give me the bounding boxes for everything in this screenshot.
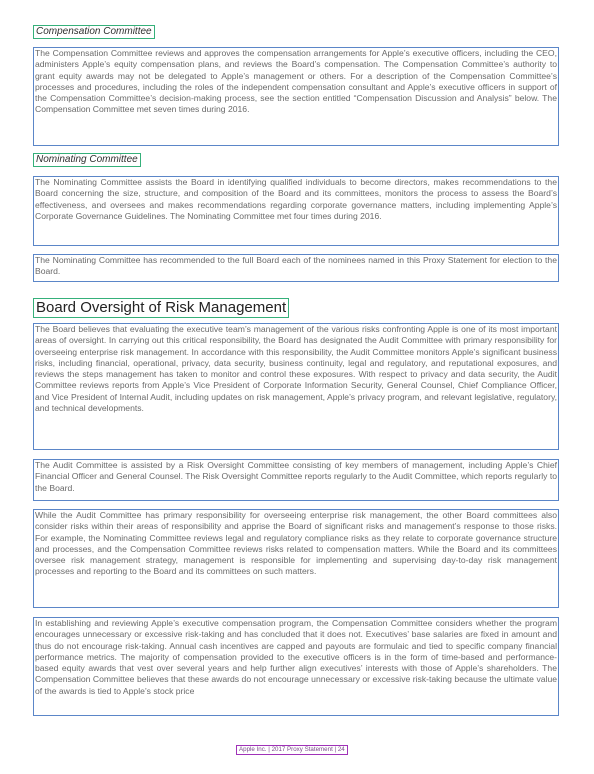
risk-management-heading: Board Oversight of Risk Management: [33, 298, 289, 318]
nominating-committee-text-2: The Nominating Committee has recommended to the full Board each of the nominees named in this Proxy Statement for election to the Board.: [35, 255, 557, 277]
risk-oversight-paragraph-2: [33, 459, 559, 501]
risk-oversight-text-4: In establishing and reviewing Apple’s executive compensation program, the Compensation Committee considers whether the program encourages unnecessary or excessive risk-taking and has concluded that it does not. Executives’ base salaries are fixed in amount and thus do not encourage risk-taking. Annual cash incentives are capped and payouts are formulaic and tied to specific company financial performance metrics. The majority of compensation provided to the executive officers is in the form of time-based and performance-based equity awards that vest over several years and help further align executives’ interests with those of Apple’s shareholders. The Compensation Committee believes that these awards do not encourage unnecessary or excessive risk-taking because the ultimate value of the awards is tied to Apple’s stock price: [35, 618, 557, 696]
nominating-committee-heading: Nominating Committee: [33, 153, 141, 167]
risk-oversight-paragraph-4: [33, 617, 559, 716]
nominating-committee-paragraph-2: [33, 254, 559, 282]
compensation-committee-text: The Compensation Committee reviews and approves the compensation arrangements for Apple’s executive officers, including the CEO, administers Apple’s equity compensation plans, and reviews the Board’s compensation. The Compensation Committee’s authority to grant equity awards may not be delegated to Apple’s management or others. For a description of the Compensation Committee’s processes and procedures, including the roles of the independent compensation consultant and Apple’s executive officers in support of the Compensation Committee’s decision-making process, see the section entitled “Compensation Discussion and Analysis” below. The Compensation Committee met seven times during 2016.: [35, 48, 557, 115]
compensation-committee-paragraph: [33, 47, 559, 146]
page-footer: Apple Inc. | 2017 Proxy Statement | 24: [236, 745, 348, 755]
risk-oversight-paragraph-1: [33, 323, 559, 450]
risk-oversight-text-1: The Board believes that evaluating the executive team’s management of the various risks confronting Apple is one of its most important areas of oversight. In carrying out this critical responsibility, the Board has designated the Audit Committee with primary responsibility for overseeing enterprise risk management. In accordance with this responsibility, the Audit Committee monitors Apple’s significant business risks, including financial, operational, privacy, data security, business continuity, legal and regulatory, and reputational exposures, and reviews the steps management has taken to monitor and control these exposures. With respect to privacy and data security, the Audit Committee reviews reports from Apple’s Vice President of Corporate Information Security, General Counsel, Chief Compliance Officer, and Vice President of Internal Audit, including updates on risk management, Apple’s privacy program, and relevant legislative, regulatory, and technical developments.: [35, 324, 557, 414]
risk-oversight-text-2: The Audit Committee is assisted by a Risk Oversight Committee consisting of key members of management, including Apple’s Chief Financial Officer and General Counsel. The Risk Oversight Committee reports regularly to the Audit Committee, which reports regularly to the Board.: [35, 460, 557, 493]
nominating-committee-paragraph-1: [33, 176, 559, 246]
compensation-committee-heading: Compensation Committee: [33, 25, 155, 39]
risk-oversight-text-3: While the Audit Committee has primary responsibility for overseeing enterprise risk management, the other Board committees also consider risks within their areas of responsibility and apprise the Board of significant risks and management’s response to those risks. For example, the Nominating Committee reviews legal and regulatory compliance risks as they relate to corporate governance structure and processes, and the Compensation Committee reviews risks related to compensation matters. While the Board and its committees oversee risk management strategy, management is responsible for implementing and supervising day-to-day risk management processes and reporting to the Board and its committees on such matters.: [35, 510, 557, 577]
nominating-committee-text-1: The Nominating Committee assists the Board in identifying qualified individuals to become directors, makes recommendations to the Board concerning the size, structure, and composition of the Board and its committees, monitors the process to assess the Board’s effectiveness, and oversees and makes recommendations regarding corporate governance matters, including implementing Apple’s Corporate Governance Guidelines. The Nominating Committee met four times during 2016.: [35, 177, 557, 221]
risk-oversight-paragraph-3: [33, 509, 559, 608]
